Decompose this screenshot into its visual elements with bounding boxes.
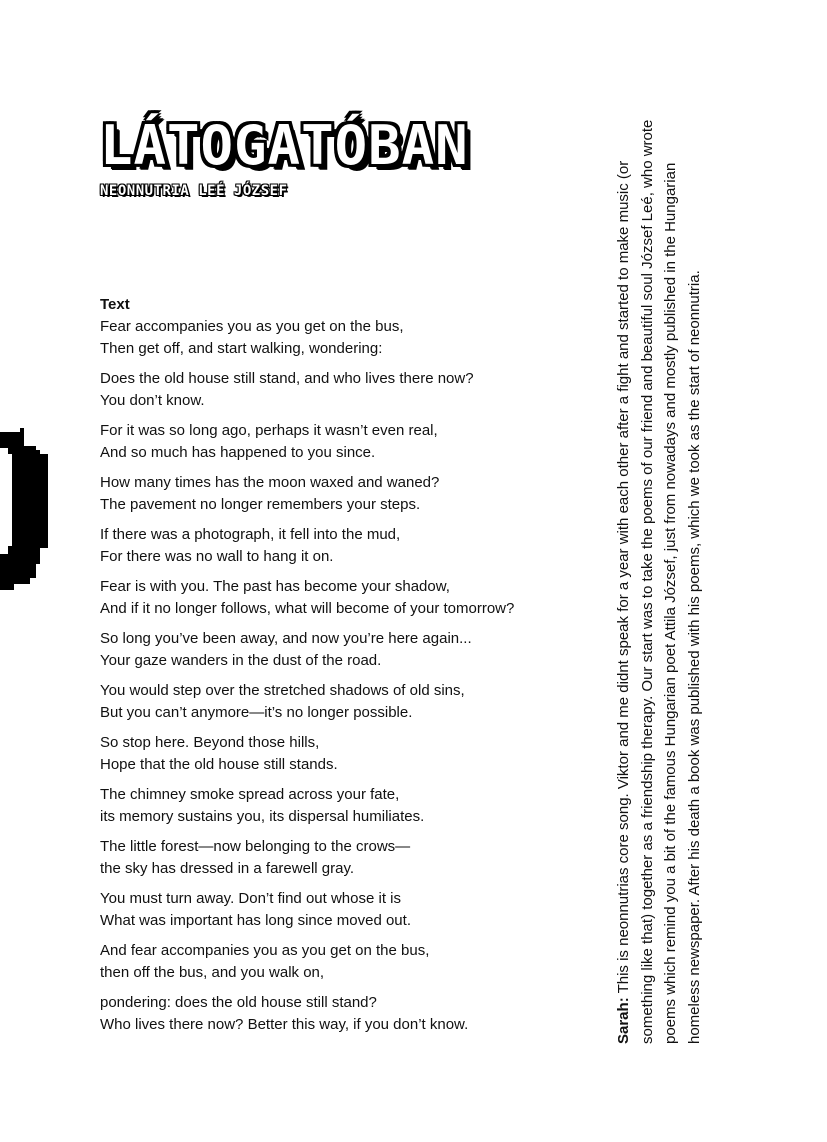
poem-line: And fear accompanies you as you get on the bus, [100, 942, 430, 959]
pixel-decoration [0, 428, 50, 593]
poem-stanza [100, 628, 580, 672]
poem-line: its memory sustains you, its dispersal humiliates. [100, 808, 425, 825]
poem-stanzas [100, 316, 580, 1036]
poem-stanza [100, 836, 580, 880]
poem-line: So stop here. Beyond those hills, [100, 734, 320, 751]
poem-line: Hope that the old house still stands. [100, 756, 338, 773]
title-block [100, 112, 580, 200]
page-title: LÁTOGATÓBAN [100, 114, 469, 177]
poem-stanza [100, 940, 580, 984]
poem-line: You must turn away. Don’t find out whose it is [100, 890, 401, 907]
poem-line: then off the bus, and you walk on, [100, 964, 325, 981]
side-note [612, 110, 706, 1044]
poem-stanza [100, 888, 580, 932]
poem-line: And if it no longer follows, what will become of your tomorrow? [100, 600, 515, 617]
poem-stanza [100, 732, 580, 776]
poem-stanza [100, 524, 580, 568]
poem-stanza [100, 420, 580, 464]
poem-line: And so much has happened to you since. [100, 444, 376, 461]
poem-line: If there was a photograph, it fell into the mud, [100, 526, 401, 543]
side-note-text: This is neonnutrias core song. Viktor and me didnt speak for a year with each other after a fight and started to make music (or something like that) together as a friendship therapy. Our start was to take the poems of our friend and beautiful soul József Leé, who wrote poems which remind you a bit of the famous Hungarian poet Attila József, just from nowadays and mostly published in the Hungarian homeless newspaper. After his death a book was published with his poems, which we took as the start of neonnutria. [615, 119, 703, 1044]
poem-stanza [100, 784, 580, 828]
poem-line: How many times has the moon waxed and waned? [100, 474, 440, 491]
poem-stanza [100, 576, 580, 620]
poem-stanza [100, 992, 580, 1036]
poem-line: The little forest—now belonging to the crows— [100, 838, 411, 855]
poem-line: Your gaze wanders in the dust of the road. [100, 652, 382, 669]
poem-line: You would step over the stretched shadows of old sins, [100, 682, 465, 699]
poem-line: pondering: does the old house still stand? [100, 994, 377, 1011]
poem-line: What was important has long since moved out. [100, 912, 411, 929]
poem-line: The chimney smoke spread across your fate, [100, 786, 400, 803]
poem-line: Who lives there now? Better this way, if you don’t know. [100, 1016, 469, 1033]
poem-line: So long you’ve been away, and now you’re here again... [100, 630, 472, 647]
poem-stanza [100, 472, 580, 516]
poem-line: But you can’t anymore—it’s no longer possible. [100, 704, 413, 721]
poem-stanza [100, 316, 580, 360]
side-note-author: Sarah: [615, 997, 632, 1044]
poem [100, 294, 580, 1044]
poem-line: Then get off, and start walking, wondering: [100, 340, 383, 357]
page-subtitle: NEONNUTRIA LEÉ JÓZSEF [100, 183, 288, 199]
poem-stanza [100, 680, 580, 724]
poem-line: Fear is with you. The past has become your shadow, [100, 578, 450, 595]
poem-line: the sky has dressed in a farewell gray. [100, 860, 355, 877]
poem-stanza [100, 368, 580, 412]
poem-line: For there was no wall to hang it on. [100, 548, 334, 565]
poem-line: Fear accompanies you as you get on the bus, [100, 318, 404, 335]
poem-line: The pavement no longer remembers your steps. [100, 496, 421, 513]
poem-line: Does the old house still stand, and who lives there now? [100, 370, 474, 387]
poem-line: For it was so long ago, perhaps it wasn’t even real, [100, 422, 438, 439]
poem-line: You don’t know. [100, 392, 205, 409]
poem-heading: Text [100, 296, 130, 313]
